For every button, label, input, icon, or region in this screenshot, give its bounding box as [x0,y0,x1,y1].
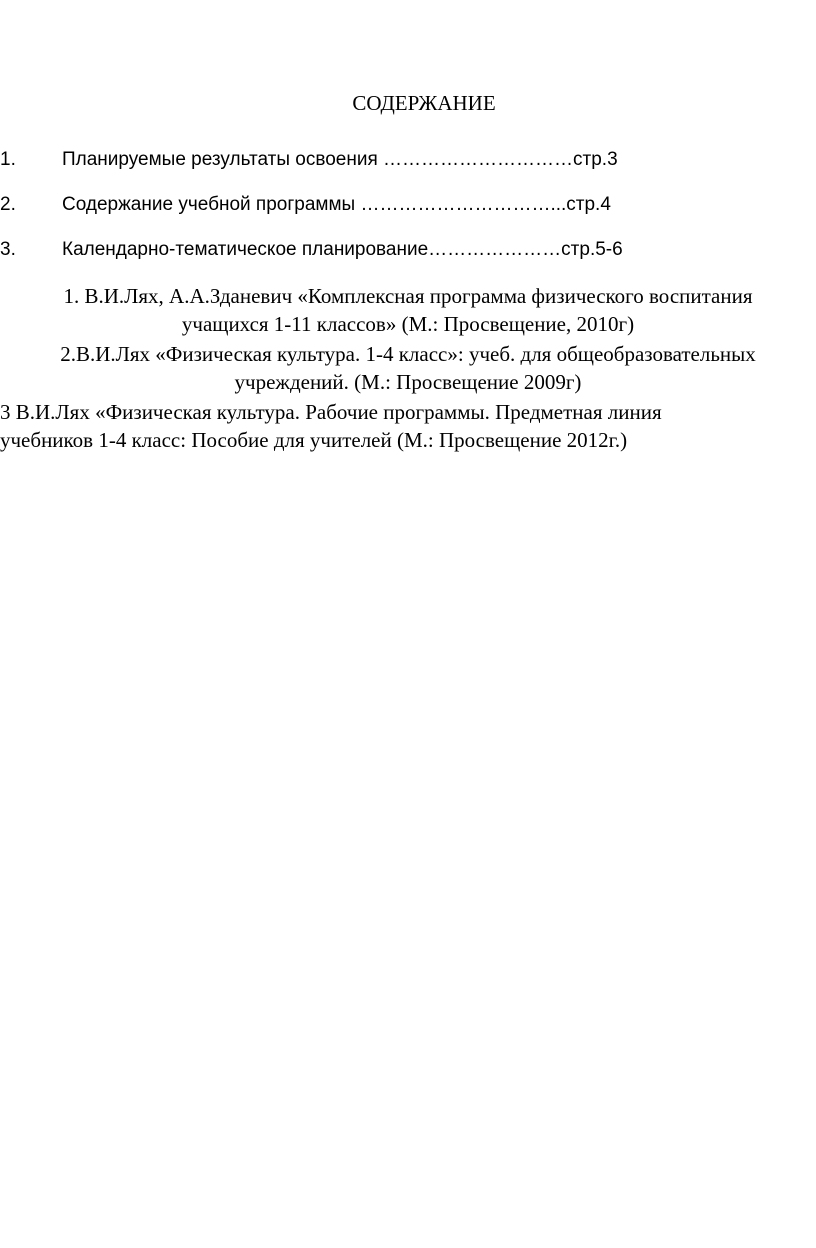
reference-line: 3 В.И.Лях «Физическая культура. Рабочие программы. Предметная линия [0,400,662,424]
reference-line: учреждений. (М.: Просвещение 2009г) [234,370,582,394]
toc-item-number: 1. [0,149,16,170]
reference-line: 1. В.И.Лях, А.А.Зданевич «Комплексная программа физического воспитания [63,284,753,308]
toc-item-number: 3. [0,239,16,260]
reference-list [0,282,816,456]
toc-item-text: Календарно-тематическое планирование…………………стр.5-6 [62,239,623,260]
reference-item [0,398,816,454]
toc-item-text: Содержание учебной программы …………………………...стр.4 [62,194,611,215]
reference-line: учащихся 1-11 классов» (М.: Просвещение, 2010г) [181,312,635,336]
reference-item [0,340,816,396]
reference-line: учебников 1-4 класс: Пособие для учителей (М.: Просвещение 2012г.) [0,428,628,452]
reference-item [0,282,816,338]
reference-line: 2.В.И.Лях «Физическая культура. 1-4 класс»: учеб. для общеобразовательных [60,342,756,366]
page-title: СОДЕРЖАНИЕ [352,91,496,115]
toc-item-number: 2. [0,194,16,215]
toc-item-text: Планируемые результаты освоения …………………………стр.3 [62,149,618,170]
